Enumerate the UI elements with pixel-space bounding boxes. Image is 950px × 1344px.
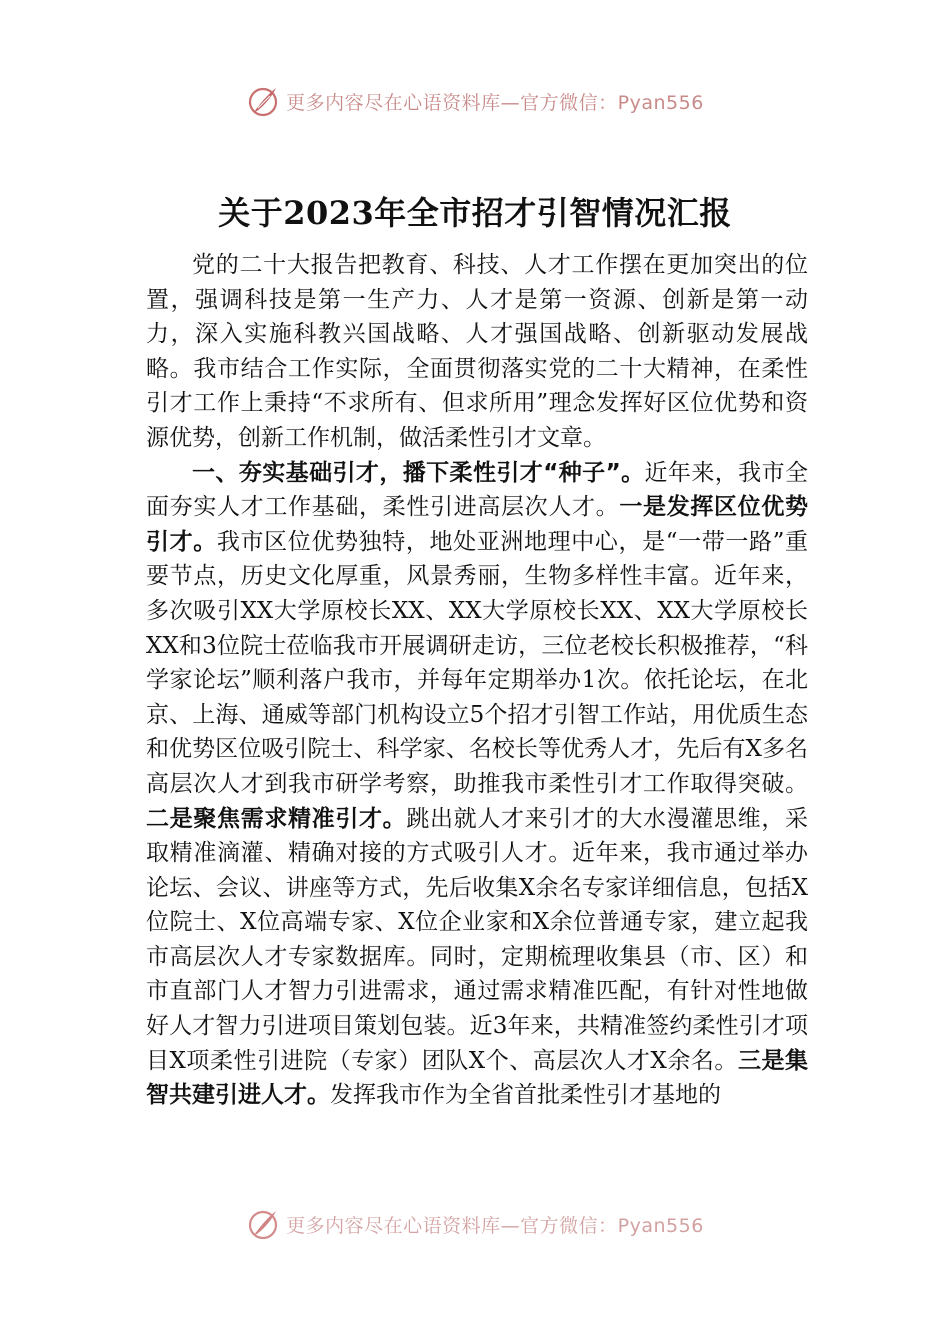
section-1-heading: 一、夯实基础引才，播下柔性引才“种子”。 [192, 459, 645, 486]
intro-paragraph: 党的二十大报告把教育、科技、人才工作摆在更加突出的位置，强调科技是第一生产力、人才是第一资源、创新是第一动力，深入实施科教兴国战略、人才强国战略、创新驱动发展战略。我市结合工作实际，全面贯彻落实党的二十大精神，在柔性引才工作上秉持“不求所有、但求所用”理念发挥好区位优势和资源优势，创新工作机制，做活柔性引才文章。 [146, 252, 808, 451]
point-1-text: 我市区位优势独特，地处亚洲地理中心，是“一带一路”重要节点，历史文化厚重，风景秀丽，生物多样性丰富。近年来，多次吸引XX大学原校长XX、XX大学原校长XX、XX大学原校长XX和3位院士莅临我市开展调研走访，三位老校长积极推荐，“科学家论坛”顺利落户我市，并每年定期举办1次。依托论坛，在北京、上海、通威等部门机构设立5个招才引智工作站，用优质生态和优势区位吸引院士、科学家、名校长等优秀人才，先后有X多名高层次人才到我市研学考察，助推我市柔性引才工作取得突破。 [146, 528, 808, 797]
watermark-footer [0, 1207, 950, 1241]
document-title: 关于2023年全市招才引智情况汇报 [218, 194, 732, 232]
point-2-heading: 二是聚焦需求精准引才。 [146, 805, 407, 832]
point-3-heading: 三是集智共建引进人才。 [146, 1047, 808, 1109]
point-2-text: 跳出就人才来引才的大水漫灌思维，采取精准滴灌、精确对接的方式吸引人才。近年来，我市通过举办论坛、会议、讲座等方式，先后收集X余名专家详细信息，包括X位院士、X位高端专家、X位企业家和X余位普通专家，建立起我市高层次人才专家数据库。同时，定期梳理收集县（市、区）和市直部门人才智力引进需求，通过需求精准匹配，有针对性地做好人才智力引进项目策划包装。近3年来，共精准签约柔性引才项目X项柔性引进院（专家）团队X个、高层次人才X余名。 [146, 805, 809, 1074]
feather-seal-icon [246, 1207, 280, 1241]
watermark-text: 更多内容尽在心语资料库—官方微信：Pyan556 [286, 91, 704, 114]
feather-seal-icon [246, 84, 280, 118]
section-1-intro: 近年来，我市全面夯实人才工作基础，柔性引进高层次人才。 [146, 459, 808, 521]
document-body [146, 248, 808, 1113]
watermark-text: 更多内容尽在心语资料库—官方微信：Pyan556 [286, 1214, 704, 1237]
point-3-text: 发挥我市作为全省首批柔性引才基地的 [330, 1082, 721, 1109]
point-1-heading: 一是发挥区位优势引才。 [146, 494, 809, 555]
section-1-paragraph [146, 456, 808, 1113]
watermark-header [0, 84, 950, 118]
